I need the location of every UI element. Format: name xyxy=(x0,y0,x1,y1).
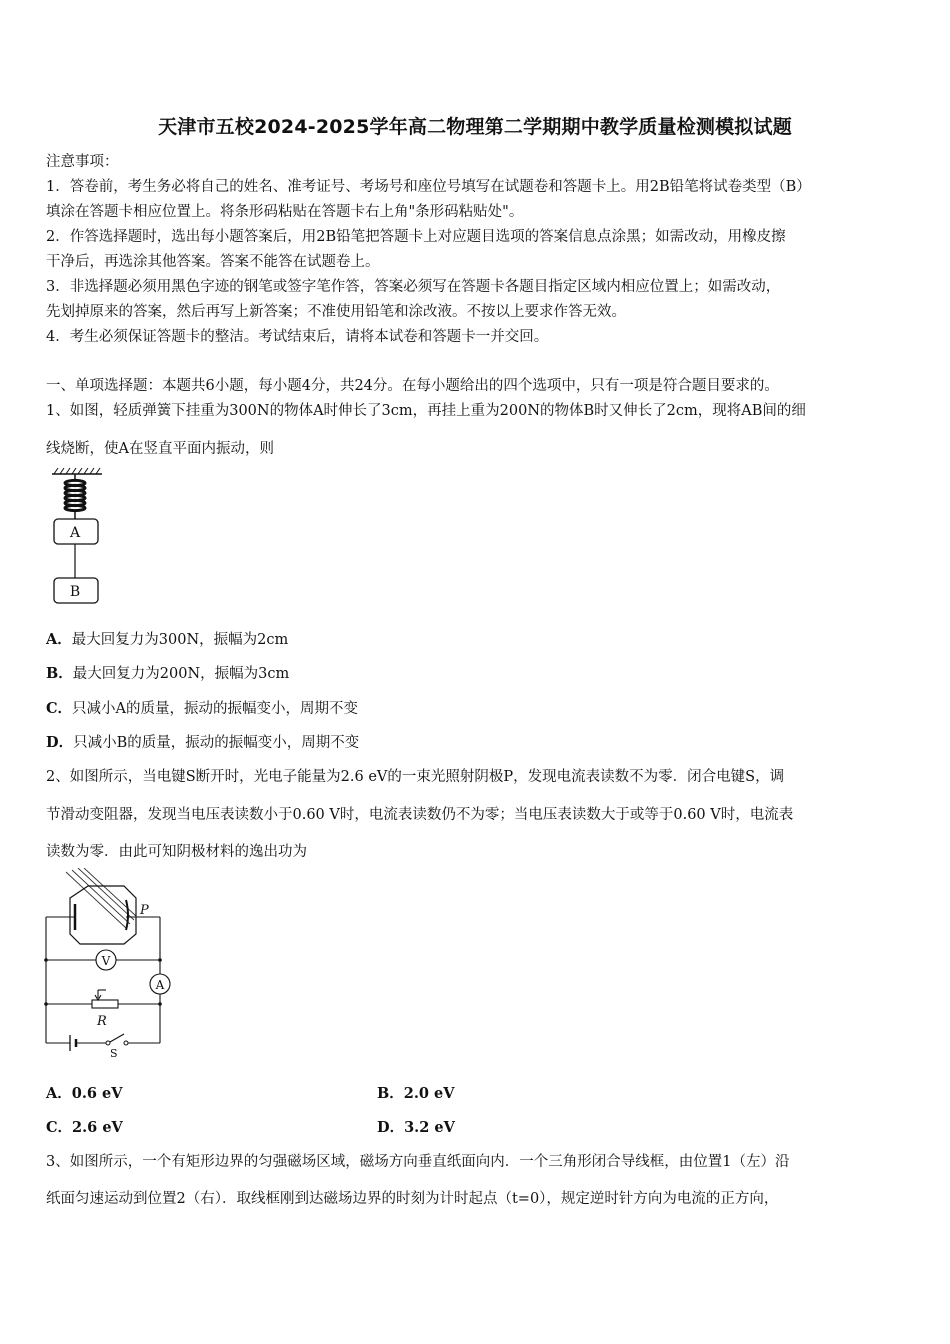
photoelectric-circuit-figure xyxy=(40,868,180,1060)
voltmeter-label: V xyxy=(101,954,111,968)
option-letter: A． xyxy=(46,631,72,648)
option-letter: D． xyxy=(377,1119,405,1136)
option-letter: A． xyxy=(46,1085,72,1102)
cathode-label: P xyxy=(140,903,149,918)
option-text: 最大回复力为200N，振幅为3cm xyxy=(72,666,290,682)
block-a-label: A xyxy=(69,525,81,541)
spring-block-figure xyxy=(46,466,116,608)
option-d xyxy=(377,1118,455,1138)
option-text: 只减小B的质量，振动的振幅变小，周期不变 xyxy=(73,735,360,751)
option-b xyxy=(377,1084,455,1104)
notice-line: 干净后，再选涂其他答案。答案不能答在试题卷上。 xyxy=(46,254,380,270)
question-1-text: 线烧断，使A在竖直平面内振动，则 xyxy=(46,441,274,457)
option-c xyxy=(46,1118,123,1138)
option-d xyxy=(46,733,359,753)
ammeter-label: A xyxy=(155,978,165,992)
switch-label: S xyxy=(110,1047,118,1060)
option-text: 2.6 eV xyxy=(72,1119,123,1136)
question-1-text: 1、如图，轻质弹簧下挂重为300N的物体A时伸长了3cm，再挂上重为200N的物体B时又伸长了2cm，现将AB间的细 xyxy=(46,403,806,419)
option-letter: C． xyxy=(46,1119,73,1136)
section-heading: 一、单项选择题：本题共6小题，每小题4分，共24分。在每小题给出的四个选项中，只有一项是符合题目要求的。 xyxy=(46,378,779,394)
notice-line: 2．作答选择题时，选出每小题答案后，用2B铅笔把答题卡上对应题目选项的答案信息点涂黑；如需改动，用橡皮擦 xyxy=(46,229,786,245)
block-b-label: B xyxy=(69,584,81,600)
rheostat-label: R xyxy=(97,1014,107,1029)
option-letter: B． xyxy=(377,1085,404,1102)
option-b xyxy=(46,664,289,684)
question-2-text: 2、如图所示，当电键S断开时，光电子能量为2.6 eV的一束光照射阴极P，发现电流表读数不为零．闭合电键S，调 xyxy=(46,769,785,785)
question-2-text: 节滑动变阻器，发现当电压表读数小于0.60 V时，电流表读数仍不为零；当电压表读数大于或等于0.60 V时，电流表 xyxy=(46,807,794,823)
option-text: 3.2 eV xyxy=(404,1119,455,1136)
page-title: 天津市五校2024-2025学年高二物理第二学期期中教学质量检测模拟试题 xyxy=(158,116,792,138)
question-2-text: 读数为零．由此可知阴极材料的逸出功为 xyxy=(46,844,307,860)
notice-line: 1．答卷前，考生务必将自己的姓名、准考证号、考场号和座位号填写在试题卷和答题卡上。用2B铅笔将试卷类型（B） xyxy=(46,179,811,195)
question-3-text: 纸面匀速运动到位置2（右）．取线框刚到达磁场边界的时刻为计时起点（t=0），规定逆时针方向为电流的正方向， xyxy=(46,1191,779,1207)
notice-line: 先划掉原来的答案，然后再写上新答案；不准使用铅笔和涂改液。不按以上要求作答无效。 xyxy=(46,304,626,320)
notice-line: 4．考生必须保证答题卡的整洁。考试结束后，请将本试卷和答题卡一并交回。 xyxy=(46,329,549,345)
option-text: 最大回复力为300N，振幅为2cm xyxy=(71,632,289,648)
option-text: 2.0 eV xyxy=(403,1085,455,1102)
option-letter: D． xyxy=(46,734,74,751)
notice-line: 3．非选择题必须用黑色字迹的钢笔或签字笔作答，答案必须写在答题卡各题目指定区域内相应位置上；如需改动， xyxy=(46,279,781,295)
option-c xyxy=(46,699,358,719)
option-text: 0.6 eV xyxy=(71,1085,123,1102)
option-a xyxy=(46,1084,123,1104)
notice-line: 填涂在答题卡相应位置上。将条形码粘贴在答题卡右上角"条形码粘贴处"。 xyxy=(46,204,524,220)
notice-heading: 注意事项： xyxy=(46,154,119,170)
option-a xyxy=(46,630,288,650)
option-text: 只减小A的质量，振动的振幅变小，周期不变 xyxy=(72,701,359,717)
option-letter: C． xyxy=(46,700,73,717)
option-letter: B． xyxy=(46,665,73,682)
question-3-text: 3、如图所示，一个有矩形边界的匀强磁场区域，磁场方向垂直纸面向内．一个三角形闭合导线框，由位置1（左）沿 xyxy=(46,1154,790,1170)
